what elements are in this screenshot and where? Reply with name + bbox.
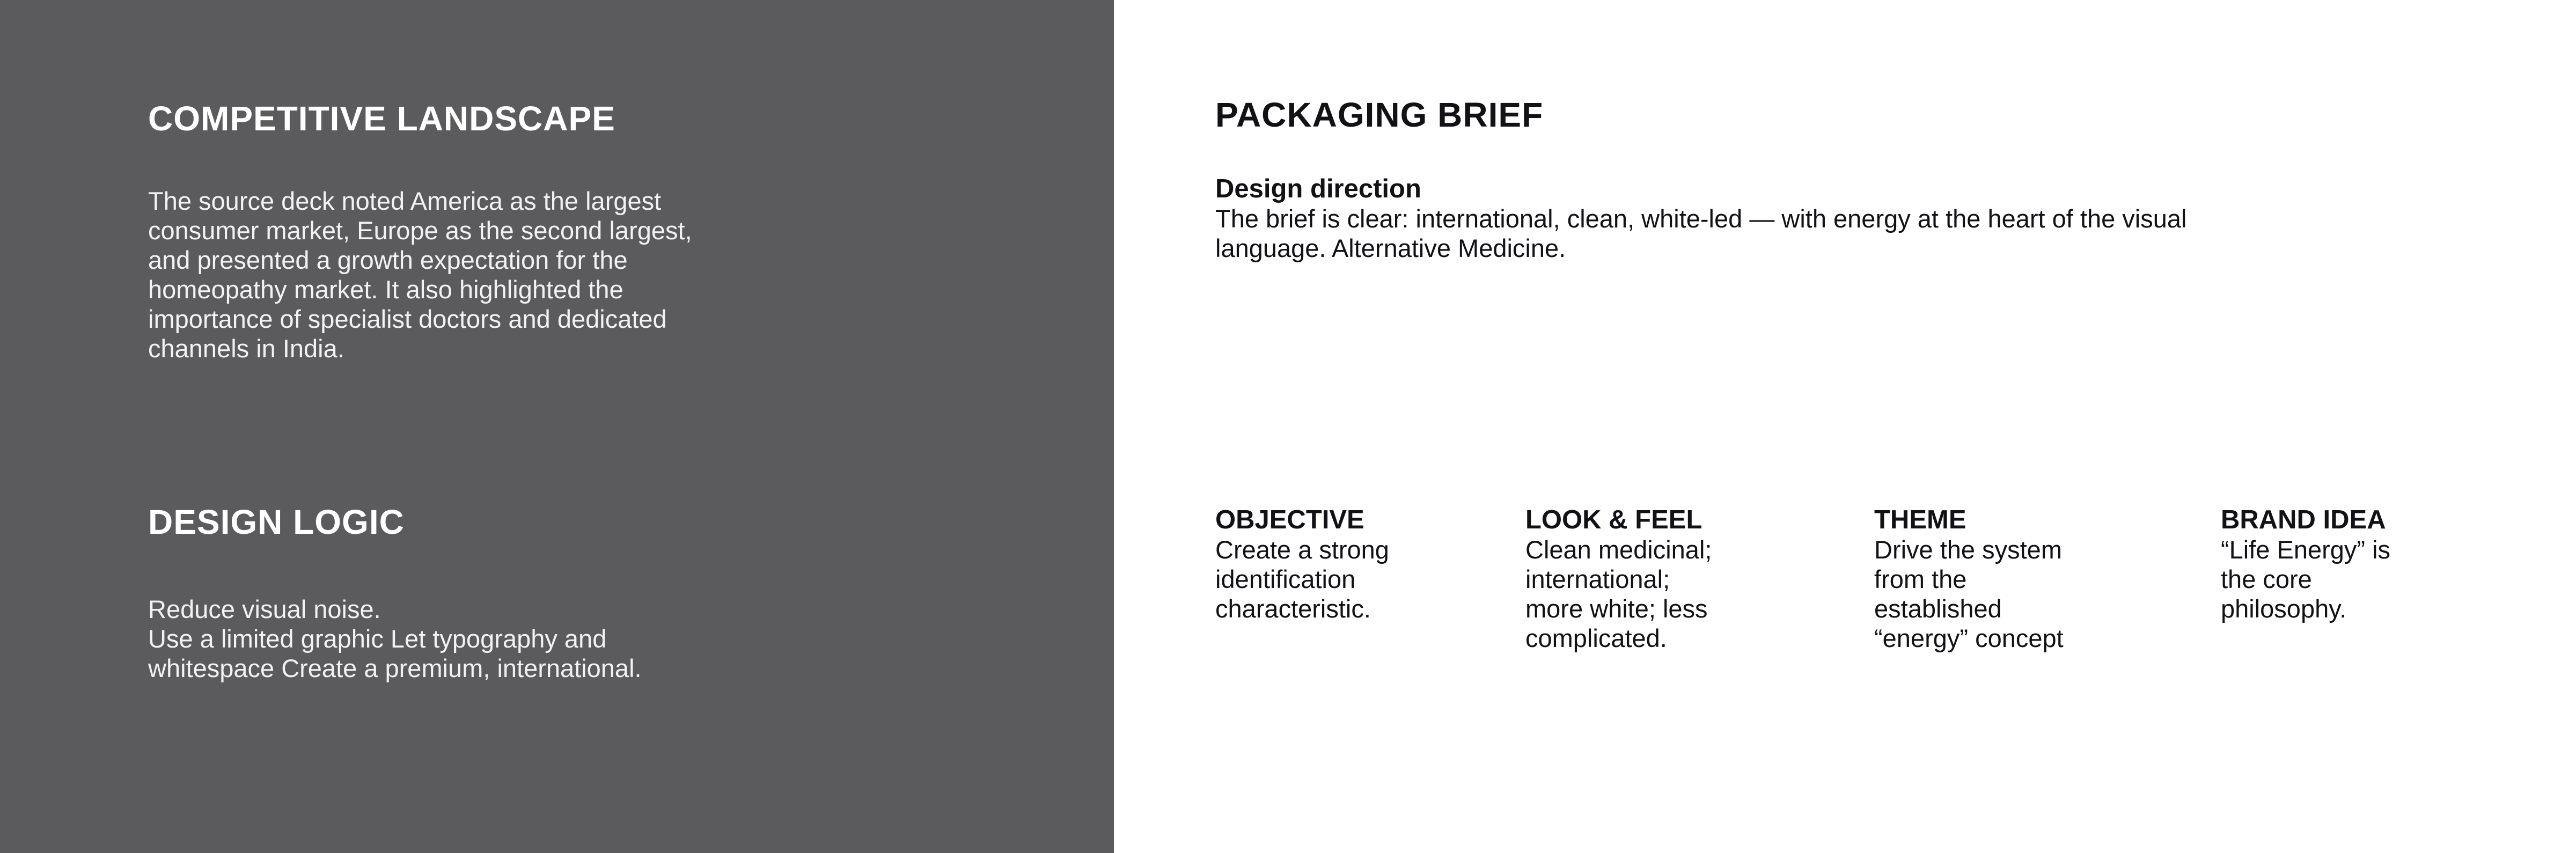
design-direction-block	[1215, 174, 2503, 263]
packaging-brief-heading: PACKAGING BRIEF	[1215, 95, 1544, 134]
look-and-feel-column	[1525, 505, 1847, 653]
competitive-landscape-text: The source deck noted America as the largest consumer market, Europe as the second largest, and presented a growth expectation for the homeopathy market. It also highlighted the importance of specialist doctors and dedicated channels in India.	[148, 187, 692, 363]
design-direction-text: The brief is clear: international, clean, white-led — with energy at the heart of the visual language. Alternative Medicine.	[1215, 204, 2187, 262]
right-panel	[1114, 0, 2576, 853]
brand-idea-title: BRAND IDEA	[2221, 505, 2386, 534]
design-logic-text: Reduce visual noise. Use a limited graphic Let typography and whitespace Create a premium, international.	[148, 595, 642, 682]
left-panel	[0, 0, 1114, 853]
objective-text: Create a strong identification characteristic.	[1215, 535, 1389, 623]
theme-title: THEME	[1874, 505, 1966, 534]
design-logic-heading: DESIGN LOGIC	[148, 503, 405, 541]
competitive-landscape-heading: COMPETITIVE LANDSCAPE	[148, 99, 615, 138]
design-direction-title: Design direction	[1215, 174, 1421, 203]
theme-column	[1874, 505, 2196, 653]
objective-column	[1215, 505, 1516, 623]
objective-title: OBJECTIVE	[1215, 505, 1364, 534]
brand-idea-column	[2221, 505, 2543, 623]
look-and-feel-title: LOOK & FEEL	[1525, 505, 1702, 534]
look-and-feel-text: Clean medicinal; international; more white; less complicated.	[1525, 535, 1712, 652]
theme-text: Drive the system from the established “energy” concept	[1874, 535, 2064, 652]
brand-idea-text: “Life Energy” is the core philosophy.	[2221, 535, 2391, 623]
